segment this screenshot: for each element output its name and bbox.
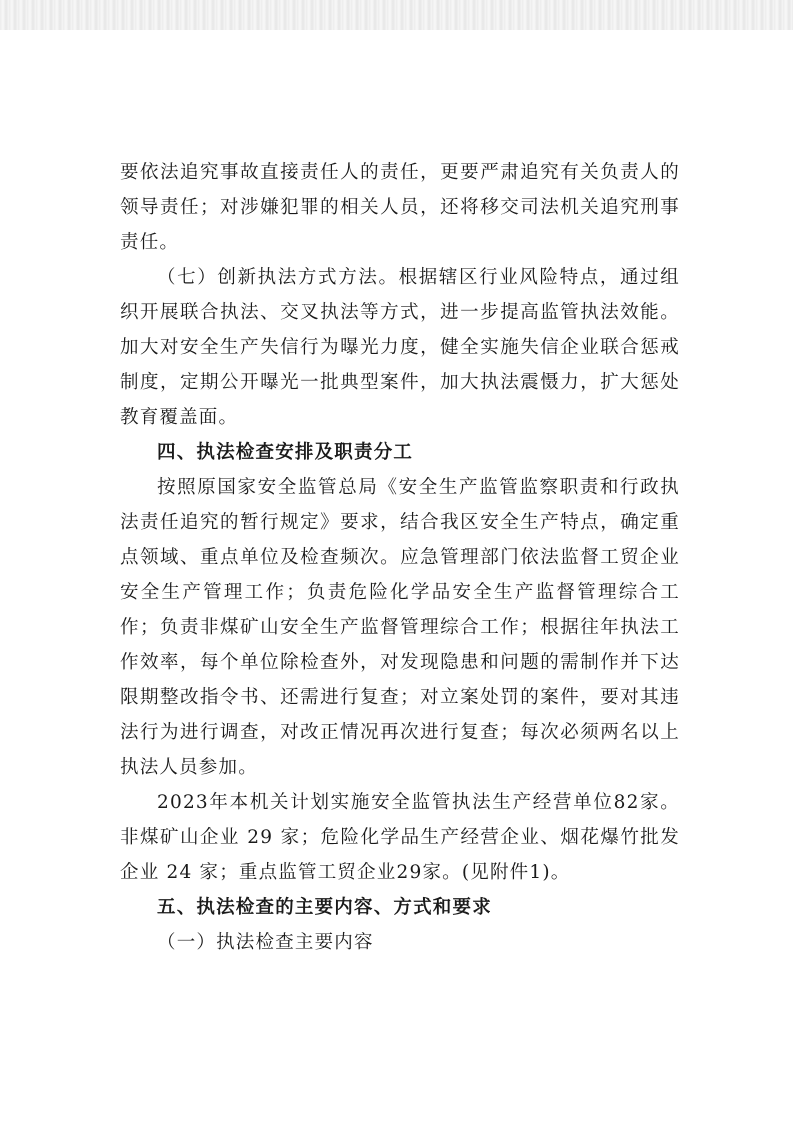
scan-border	[0, 0, 793, 30]
section-heading-4: 四、执法检查安排及职责分工	[157, 442, 414, 463]
section-heading-5: 五、执法检查的主要内容、方式和要求	[157, 897, 492, 918]
paragraph-duty-division: 按照原国家安全监管总局《安全生产监管监察职责和行政执法责任追究的暂行规定》要求，结合我区安全生产特点，确定重点领域、重点单位及检查频次。应急管理部门依法监督工贸企业安全生产管理工作；负责危险化学品安全生产监督管理综合工作；负责非煤矿山安全生产监督管理综合工作；根据往年执法工作效率，每个单位除检查外，对发现隐患和问题的需制作并下达限期整改指令书、还需进行复查；对立案处罚的案件，要对其违法行为进行调查，对改正情况再次进行复查；每次必须两名以上执法人员参加。	[120, 477, 680, 778]
paragraph-2023-plan: 2023年本机关计划实施安全监管执法生产经营单位82家。非煤矿山企业 29 家；危险化学品生产经营企业、烟花爆竹批发企业 24 家；重点监管工贸企业29家。(见附件1)。	[120, 792, 680, 883]
subsection-heading-1: （一）执法检查主要内容	[157, 932, 374, 953]
document-page	[120, 155, 680, 960]
paragraph-enforcement-methods: （七）创新执法方式方法。根据辖区行业风险特点，通过组织开展联合执法、交叉执法等方式，进一步提高监管执法效能。加大对安全生产失信行为曝光力度，健全实施失信企业联合惩戒制度，定期公开曝光一批典型案件，加大执法震慑力，扩大惩处教育覆盖面。	[120, 267, 680, 428]
paragraph-liability-continuation: 要依法追究事故直接责任人的责任，更要严肃追究有关负责人的领导责任；对涉嫌犯罪的相关人员，还将移交司法机关追究刑事责任。	[120, 162, 680, 253]
